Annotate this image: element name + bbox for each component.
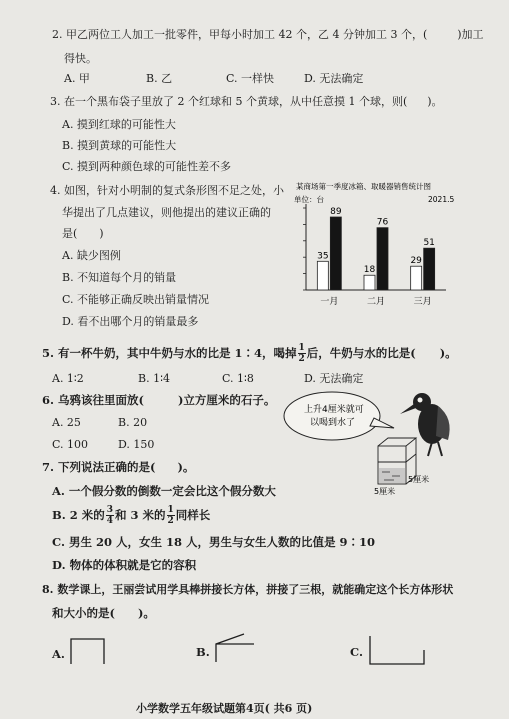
q2-stem (52, 28, 484, 42)
q5-option-b: B. 1∶4 (138, 372, 170, 385)
q7-frac2-den: 2 (167, 515, 174, 526)
q8-option-a-label: A. (52, 647, 65, 661)
q2-option-b: B. 乙 (146, 72, 173, 85)
bubble-line1: 上升4厘米就可 (304, 405, 364, 415)
q5-stem-a: 5. 有一杯牛奶，其中牛奶与水的比是 1∶4，喝掉 (42, 346, 297, 360)
bar-value-label: 76 (376, 217, 389, 228)
q7-stem (42, 460, 194, 474)
q6-stem (42, 393, 275, 407)
q3-stem-text: 3. 在一个黑布袋子里放了 2 个红球和 5 个黄球，从中任意摸 1 个球，则( (50, 95, 408, 108)
bar-value-label: 18 (363, 265, 376, 276)
bar-white-1 (317, 261, 328, 290)
bar-black-3 (424, 248, 435, 290)
chart-title: 某商场第一季度冰箱、取暖器销售统计图 (296, 182, 431, 191)
q7-stem-end: )。 (177, 460, 195, 474)
chart-bars (317, 207, 435, 307)
bar-white-3 (411, 266, 422, 290)
q7-frac1-num: 3 (106, 504, 113, 515)
q7-option-b (52, 504, 210, 527)
q8-option-b-label: B. (196, 645, 210, 659)
q2-stem-a: 2. 甲乙两位工人加工一批零件，甲每小时加工 42 个，乙 4 分钟加工 3 个，( (52, 28, 428, 41)
x-tick-label: 一月 (320, 297, 339, 307)
crow-illustration (282, 384, 472, 496)
q4-option-a: A. 缺少图例 (62, 249, 121, 262)
q7-option-d: D. 物体的体积就是它的容积 (52, 558, 197, 572)
q2-option-a: A. 甲 (64, 72, 90, 85)
q5-frac-den: 2 (298, 353, 305, 364)
q6-dim-bottom: 5厘米 (374, 487, 396, 496)
q5-option-c: C. 1∶8 (222, 372, 254, 385)
q5-fraction (298, 343, 306, 364)
crow-icon (400, 393, 450, 456)
q5-option-a: A. 1∶2 (52, 372, 84, 385)
page-footer: 小学数学五年级试题第4页( 共6 页) (136, 702, 313, 715)
q2-option-c: C. 一样快 (226, 72, 275, 85)
q2-option-d: D. 无法确定 (304, 72, 364, 85)
q7-fraction-1 (106, 505, 114, 526)
q3-option-b: B. 摸到黄球的可能性大 (62, 139, 177, 152)
bar-black-2 (377, 228, 388, 290)
q8-option-c-label: C. (350, 645, 363, 659)
chart-date-label: 2021.5 (428, 195, 455, 204)
q7-optB-c: 同样长 (175, 508, 211, 522)
q3-option-c: C. 摸到两种颜色球的可能性差不多 (62, 160, 232, 173)
q7-option-c: C. 男生 20 人，女生 18 人，男生与女生人数的比值是 9∶10 (52, 535, 375, 549)
q8-option-b-figure (212, 630, 256, 664)
q6-option-d: D. 150 (118, 438, 155, 451)
q7-option-a: A. 一个假分数的倒数一定会比这个假分数大 (52, 484, 276, 498)
q8-stem-line2: 和大小的是( )。 (52, 606, 155, 620)
q4-stem-line3: 是( ) (62, 227, 104, 240)
q5-option-d: D. 无法确定 (304, 372, 364, 385)
q2-stem-b: )加工 (457, 28, 484, 41)
q8-option-a-figure (68, 636, 108, 666)
bar-value-label: 89 (330, 207, 342, 218)
x-tick-label: 二月 (366, 297, 386, 307)
q6-stem-end: )立方厘米的石子。 (177, 393, 276, 407)
bar-value-label: 29 (410, 256, 422, 267)
sales-bar-chart (286, 180, 458, 310)
q5-stem-b: 后，牛奶与水的比是( (306, 346, 416, 360)
chart-unit-label: 单位：台 (294, 195, 324, 204)
q3-stem (50, 95, 443, 109)
q7-frac2-num: 1 (167, 504, 174, 515)
q5-frac-num: 1 (298, 342, 305, 353)
x-tick-label: 三月 (413, 297, 432, 307)
q6-option-a: A. 25 (52, 416, 81, 429)
bar-value-label: 35 (317, 251, 329, 262)
bubble-line2: 以喝到水了 (310, 418, 356, 428)
speech-bubble-tail (370, 418, 394, 428)
q5-stem-end: )。 (439, 346, 457, 360)
q7-frac1-den: 4 (106, 515, 113, 526)
bar-black-1 (330, 217, 341, 290)
q4-stem-line2: 华提出了几点建议，则他提出的建议正确的 (62, 206, 271, 219)
q8-stem-line1: 8. 数学课上，王丽尝试用学具棒拼接长方体，拼接了三根，就能确定这个长方体形状 (42, 583, 454, 596)
bar-white-2 (364, 275, 375, 290)
q4-option-b: B. 不知道每个月的销量 (62, 271, 177, 284)
q6-stem-text: 6. 乌鸦该往里面放( (42, 393, 144, 407)
q4-stem-line1: 4. 如图，针对小明制的复式条形图不足之处，小 (50, 184, 284, 197)
q8-option-c-figure (366, 632, 430, 668)
q6-dim-side: 5厘米 (408, 475, 430, 484)
q2-stem-cont: 得快。 (64, 52, 97, 65)
q4-option-c: C. 不能够正确反映出销量情况 (62, 293, 210, 306)
q5-stem (42, 342, 457, 365)
q7-optB-a: B. 2 米的 (52, 508, 105, 522)
bar-value-label: 51 (423, 238, 435, 249)
q6-option-c: C. 100 (52, 438, 89, 451)
speech-bubble (284, 392, 380, 440)
q7-fraction-2 (167, 505, 175, 526)
q3-option-a: A. 摸到红球的可能性大 (62, 118, 176, 131)
q4-option-d: D. 看不出哪个月的销量最多 (62, 315, 199, 328)
q3-stem-end: )。 (427, 95, 443, 108)
q7-optB-b: 和 3 米的 (115, 508, 166, 522)
q6-option-b: B. 20 (118, 416, 148, 429)
q7-stem-text: 7. 下列说法正确的是( (42, 460, 156, 474)
